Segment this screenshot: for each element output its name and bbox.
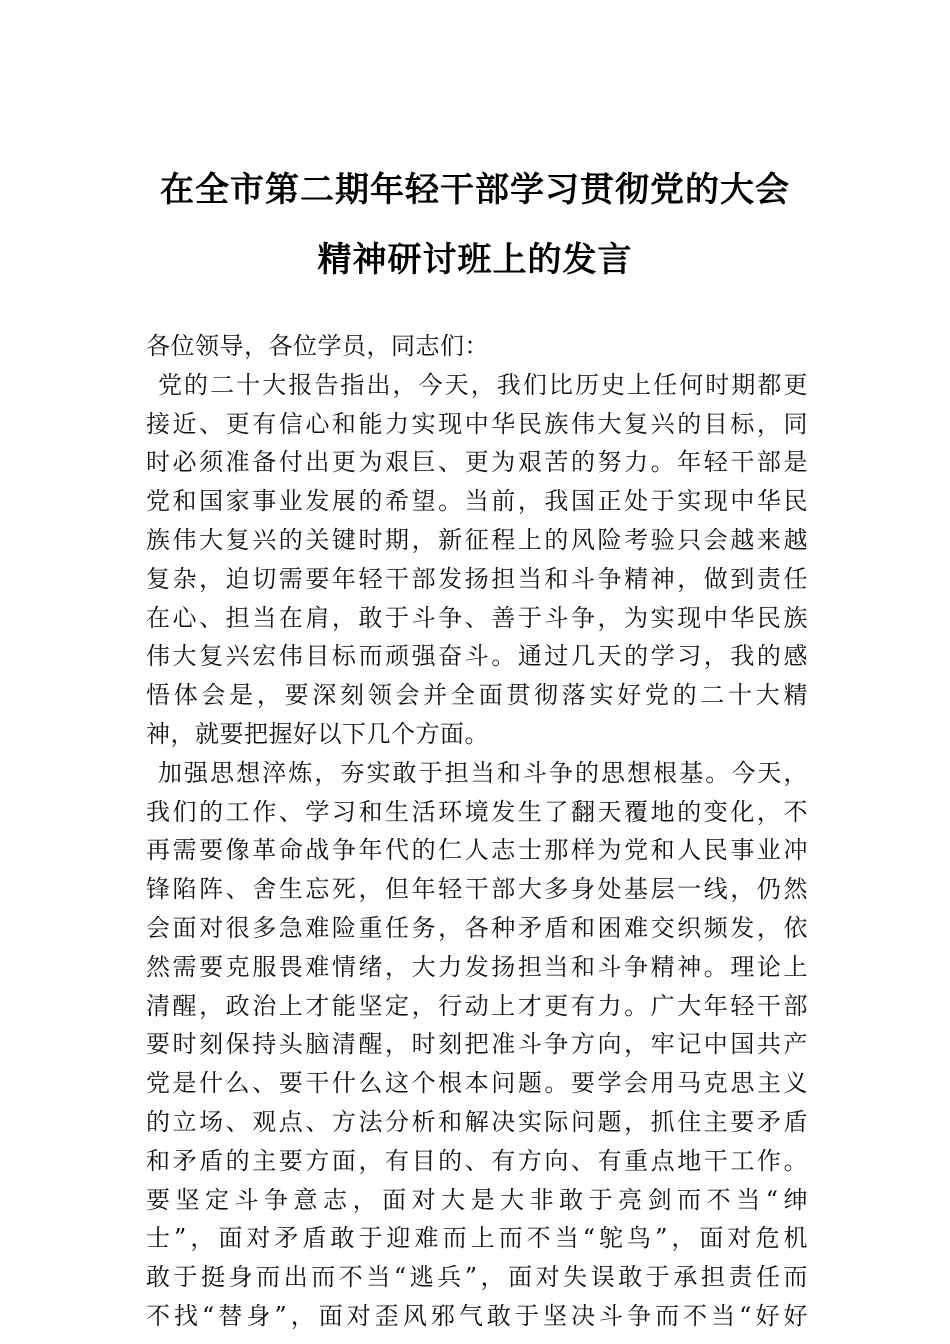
body-line: 复杂，迫切需要年轻干部发扬担当和斗争精神，做到责任 (146, 564, 808, 593)
salutation-line: 各位领导，各位学员，同志们： (146, 332, 489, 360)
body-line: 清醒，政治上才能坚定，行动上才更有力。广大年轻干部 (146, 991, 808, 1020)
body-line: 锋陷阵、舍生忘死，但年轻干部大多身处基层一线，仍然 (146, 875, 808, 904)
document-title-line-1: 在全市第二期年轻干部学习贯彻党的大会 (160, 170, 790, 210)
document-body (146, 327, 808, 1336)
body-line: 敢于挺身而出而不当“逃兵”，面对失误敢于承担责任而 (146, 1263, 808, 1292)
body-line: 神，就要把握好以下几个方面。 (146, 719, 489, 748)
body-line: 的立场、观点、方法分析和解决实际问题，抓住主要矛盾 (146, 1107, 808, 1136)
body-line: 接近、更有信心和能力实现中华民族伟大复兴的目标，同 (146, 409, 808, 438)
body-line: 再需要像革命战争年代的仁人志士那样为党和人民事业冲 (146, 836, 808, 865)
document-title-line-2: 精神研讨班上的发言 (317, 240, 633, 280)
body-line: 和矛盾的主要方面，有目的、有方向、有重点地干工作。 (146, 1146, 808, 1175)
body-line: 士”，面对矛盾敢于迎难而上而不当“鸵鸟”，面对危机 (146, 1224, 808, 1253)
body-line: 加强思想淬炼，夯实敢于担当和斗争的思想根基。今天， (158, 758, 808, 787)
body-line: 不找“替身”，面对歪风邪气敢于坚决斗争而不当“好好 (146, 1301, 808, 1330)
body-line: 悟体会是，要深刻领会并全面贯彻落实好党的二十大精 (146, 681, 808, 710)
body-line: 然需要克服畏难情绪，大力发扬担当和斗争精神。理论上 (146, 952, 808, 981)
body-line: 伟大复兴宏伟目标而顽强奋斗。通过几天的学习，我的感 (146, 642, 808, 671)
body-line: 族伟大复兴的关键时期，新征程上的风险考验只会越来越 (146, 525, 808, 554)
body-line: 在心、担当在肩，敢于斗争、善于斗争，为实现中华民族 (146, 603, 808, 632)
body-line: 要时刻保持头脑清醒，时刻把准斗争方向，牢记中国共产 (146, 1030, 808, 1059)
body-line: 党和国家事业发展的希望。当前，我国正处于实现中华民 (146, 487, 808, 516)
body-line: 时必须准备付出更为艰巨、更为艰苦的努力。年轻干部是 (146, 448, 808, 477)
body-line: 党是什么、要干什么这个根本问题。要学会用马克思主义 (146, 1069, 808, 1098)
body-line: 党的二十大报告指出，今天，我们比历史上任何时期都更 (158, 370, 808, 399)
body-line: 会面对很多急难险重任务，各种矛盾和困难交织频发，依 (146, 913, 808, 942)
body-line: 要坚定斗争意志，面对大是大非敢于亮剑而不当“绅 (146, 1185, 808, 1214)
body-line: 我们的工作、学习和生活环境发生了翻天覆地的变化，不 (146, 797, 808, 826)
